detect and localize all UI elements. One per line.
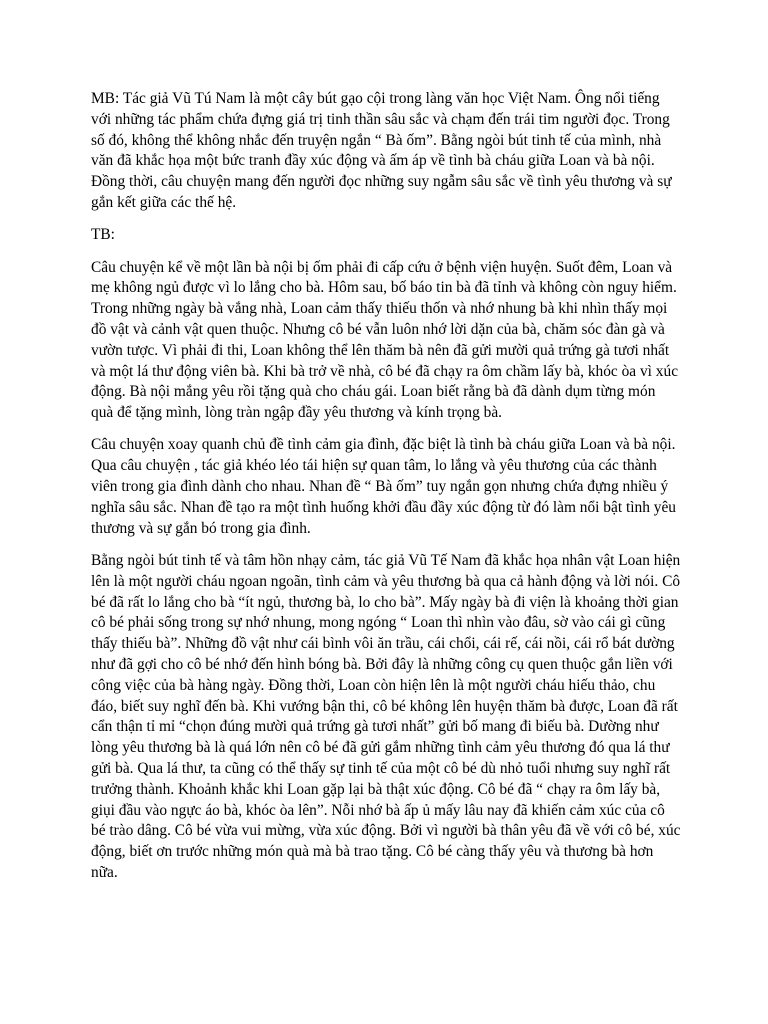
paragraph-theme: Câu chuyện xoay quanh chủ đề tình cảm gia đình, đặc biệt là tình bà cháu giữa Loan và bà nội. Qua câu chuyện , tác giả khéo léo tái hiện sự quan tâm, lo lắng và yêu thương của các thành viên trong gia đình dành cho nhau. Nhan đề “ Bà ốm” tuy ngắn gọn nhưng chứa đựng nhiều ý nghĩa sâu sắc. Nhan đề tạo ra một tình huống khởi đầu đầy xúc động từ đó làm nổi bật tình yêu thương và sự gắn bó trong gia đình. [91, 436, 676, 537]
paragraph-body-heading: TB: [91, 226, 115, 244]
paragraph-character-analysis: Bằng ngòi bút tinh tế và tâm hồn nhạy cảm, tác giả Vũ Tế Nam đã khắc họa nhân vật Loan hiện lên là một người cháu ngoan ngoãn, tình cảm và yêu thương bà qua cả hành động và lời nói. Cô bé đã rất lo lắng cho bà “ít ngủ, thương bà, lo cho bà”. Mấy ngày bà đi viện là khoảng thời gian cô bé phải sống trong sự nhớ nhung, mong ngóng “ Loan thì nhìn vào đâu, sờ vào cái gì cũng thấy thiếu bà”. Những đồ vật như cái bình vôi ăn trầu, cái chổi, cái rế, cái nồi, cái rổ bát dường như đã gợi cho cô bé nhớ đến hình bóng bà. Bởi đây là những công cụ quen thuộc gắn liền với công việc của bà hàng ngày. Đồng thời, Loan còn hiện lên là một người cháu hiếu thảo, chu đáo, biết suy nghĩ đến bà. Khi vướng bận thi, cô bé không lên huyện thăm bà được, Loan đã rất cẩn thận tỉ mỉ “chọn đúng mười quả trứng gà tươi nhất” gửi bố mang đi biếu bà. Dường như lòng yêu thương bà là quá lớn nên cô bé đã gửi gắm những tình cảm yêu thương đó qua lá thư gửi bà. Qua lá thư, ta cũng có thể thấy sự tinh tế của một cô bé dù nhỏ tuổi nhưng suy nghĩ rất trưởng thành. Khoảnh khắc khi Loan gặp lại bà thật xúc động. Cô bé đã “ chạy ra ôm lấy bà, giụi đầu vào ngực áo bà, khóc òa lên”. Nỗi nhớ bà ấp ủ mấy lâu nay đã khiến cảm xúc của cô bé trào dâng. Cô bé vừa vui mừng, vừa xúc động. Bởi vì người bà thân yêu đã về với cô bé, xúc động, biết ơn trước những món quà mà bà trao tặng. Cô bé càng thấy yêu và thương bà hơn nữa. [91, 551, 681, 881]
paragraph-story-summary: Câu chuyện kể về một lần bà nội bị ốm phải đi cấp cứu ở bệnh viện huyện. Suốt đêm, Loan và mẹ không ngủ được vì lo lắng cho bà. Hôm sau, bố báo tin bà đã tỉnh và không còn nguy hiểm. Trong những ngày bà vắng nhà, Loan cảm thấy thiếu thốn và nhớ nhung bà khi nhìn thấy mọi đồ vật và cảnh vật quen thuộc. Nhưng cô bé vẫn luôn nhớ lời dặn của bà, chăm sóc đàn gà và vườn tược. Vì phải đi thi, Loan không thể lên thăm bà nên đã gửi mười quả trứng gà tươi nhất và một lá thư động viên bà. Khi bà trở về nhà, cô bé đã chạy ra ôm chầm lấy bà, khóc òa vì xúc động. Bà nội mắng yêu rồi tặng quà cho cháu gái. Loan biết rằng bà đã dành dụm từng món quà để tặng mình, lòng tràn ngập đầy yêu thương và kính trọng bà. [91, 258, 679, 422]
document-body [91, 89, 681, 895]
paragraph-introduction: MB: Tác giả Vũ Tú Nam là một cây bút gạo cội trong làng văn học Việt Nam. Ông nổi tiếng với những tác phẩm chứa đựng giá trị tinh thần sâu sắc và chạm đến trái tim người đọc. Trong số đó, không thể không nhắc đến truyện ngắn “ Bà ốm”. Bằng ngòi bút tinh tế của mình, nhà văn đã khắc họa một bức tranh đầy xúc động và ấm áp về tình bà cháu giữa Loan và bà nội. Đồng thời, câu chuyện mang đến người đọc những suy ngẫm sâu sắc về tình yêu thương và sự gắn kết giữa các thế hệ. [91, 90, 672, 211]
